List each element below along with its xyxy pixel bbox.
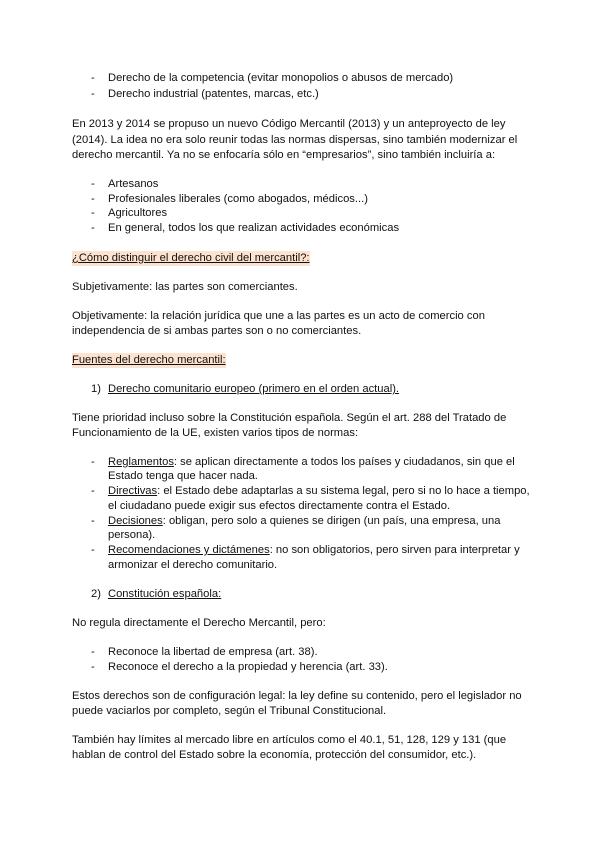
list-bullet: - xyxy=(91,72,95,84)
list-item-continuation: Estado tenga que hacer nada. xyxy=(108,470,258,482)
paragraph-line: derecho mercantil. Ya no se enfocaría sólo en “empresarios”, sino también incluiría a: xyxy=(72,149,496,161)
list-bullet: - xyxy=(91,485,95,497)
list-bullet: - xyxy=(91,178,95,190)
paragraph-line: No regula directamente el Derecho Mercantil, pero: xyxy=(72,617,326,629)
list-item xyxy=(108,543,520,558)
norm-term: Reglamentos xyxy=(108,456,174,468)
paragraph-line: También hay límites al mercado libre en artículos como el 40.1, 51, 128, 129 y 131 (que xyxy=(72,734,507,746)
section-heading: ¿Cómo distinguir el derecho civil del mercantil?: xyxy=(72,251,310,266)
list-item: Derecho industrial (patentes, marcas, etc.) xyxy=(108,88,319,100)
list-number: 2) xyxy=(91,588,101,600)
norm-description: : obligan, pero solo a quienes se dirigen (un país, una empresa, una xyxy=(162,515,501,527)
list-item-continuation: el ciudadano puede exigir sus efectos directamente contra el Estado. xyxy=(108,500,451,512)
list-item: Derecho de la competencia (evitar monopolios o abusos de mercado) xyxy=(108,72,454,84)
norm-term: Recomendaciones y dictámenes xyxy=(108,544,270,556)
list-item-continuation: persona). xyxy=(108,529,156,541)
paragraph-line: (2014). La idea no era solo reunir todas las normas dispersas, sino también modernizar el xyxy=(72,134,518,146)
list-bullet: - xyxy=(91,544,95,556)
paragraph-line: En 2013 y 2014 se propuso un nuevo Código Mercantil (2013) y un anteproyecto de ley xyxy=(72,118,506,130)
list-bullet: - xyxy=(91,661,95,673)
list-item: Reconoce la libertad de empresa (art. 38). xyxy=(108,646,318,658)
list-bullet: - xyxy=(91,193,95,205)
norm-description: : no son obligatorios, pero sirven para interpretar y xyxy=(269,544,520,556)
list-bullet: - xyxy=(91,456,95,468)
subsection-heading: Constitución española: xyxy=(108,588,222,600)
paragraph-line: Objetivamente: la relación jurídica que une a las partes es un acto de comercio con xyxy=(72,310,485,322)
paragraph-line: puede vaciarlos por completo, según el Tribunal Constitucional. xyxy=(72,705,387,717)
list-bullet: - xyxy=(91,646,95,658)
list-item: Agricultores xyxy=(108,207,168,219)
norm-description: : el Estado debe adaptarlas a su sistema legal, pero si no lo hace a tiempo, xyxy=(157,485,530,497)
paragraph-line: hablan de control del Estado sobre la economía, protección del consumidor, etc.). xyxy=(72,749,477,761)
norm-description: : se aplican directamente a todos los países y ciudadanos, sin que el xyxy=(173,456,515,468)
list-item: Reconoce el derecho a la propiedad y herencia (art. 33). xyxy=(108,661,388,673)
paragraph-line: Subjetivamente: las partes son comerciantes. xyxy=(72,281,298,293)
list-bullet: - xyxy=(91,222,95,234)
list-bullet: - xyxy=(91,88,95,100)
list-item-continuation: armonizar el derecho comunitario. xyxy=(108,559,278,571)
norm-term: Directivas xyxy=(108,485,158,497)
list-item: Artesanos xyxy=(108,178,159,190)
paragraph-line: Funcionamiento de la UE, existen varios tipos de normas: xyxy=(72,427,359,439)
paragraph-line: Estos derechos son de configuración legal: la ley define su contenido, pero el legislador no xyxy=(72,690,522,702)
list-item: En general, todos los que realizan actividades económicas xyxy=(108,222,400,234)
paragraph-line: independencia de si ambas partes son o no comerciantes. xyxy=(72,325,362,337)
list-number: 1) xyxy=(91,383,101,395)
list-item: Profesionales liberales (como abogados, médicos...) xyxy=(108,193,368,205)
list-item xyxy=(108,514,500,529)
list-bullet: - xyxy=(91,207,95,219)
list-bullet: - xyxy=(91,515,95,527)
list-item xyxy=(108,455,515,470)
paragraph-line: Tiene prioridad incluso sobre la Constitución española. Según el art. 288 del Tratado de xyxy=(72,412,507,424)
subsection-heading: Derecho comunitario europeo (primero en el orden actual). xyxy=(108,383,400,395)
section-heading: Fuentes del derecho mercantil: xyxy=(72,353,226,368)
list-item xyxy=(108,484,530,499)
norm-term: Decisiones xyxy=(108,515,163,527)
